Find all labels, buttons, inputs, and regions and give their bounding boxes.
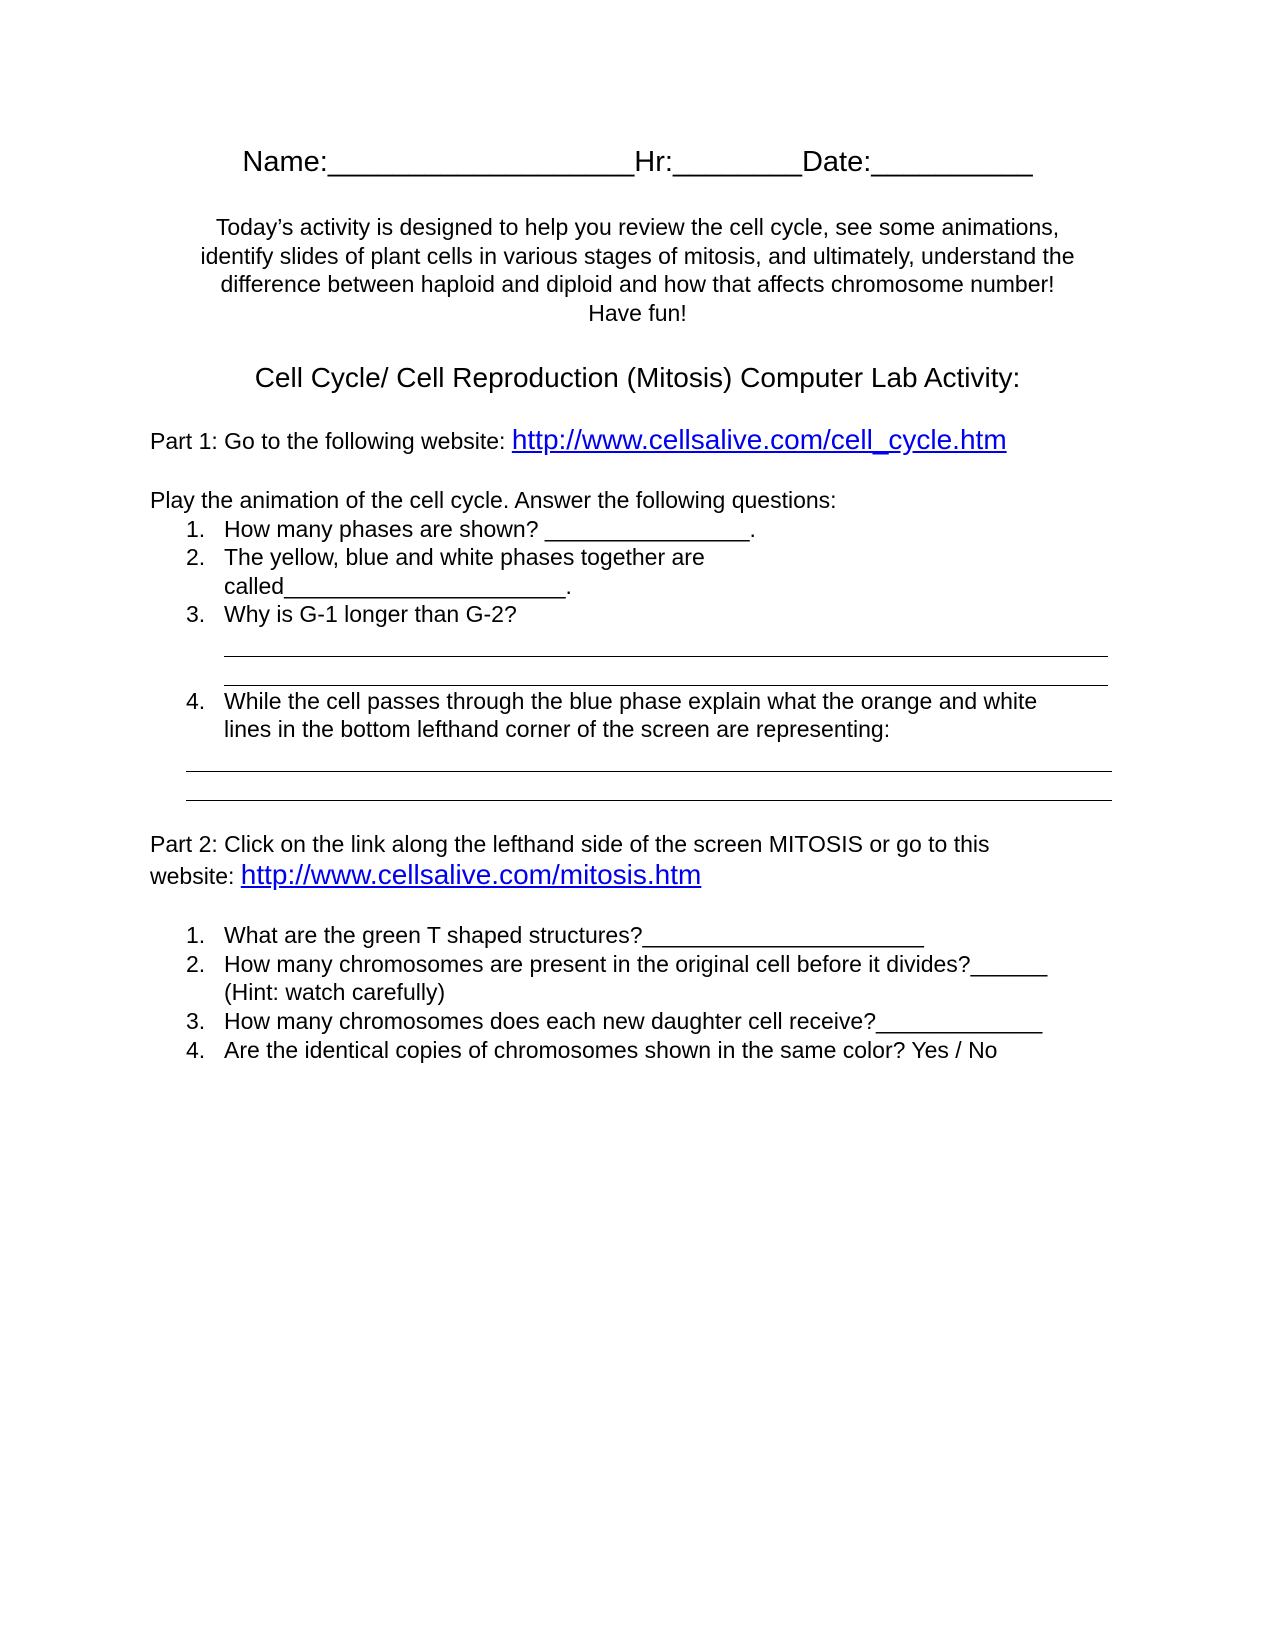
part1-question-3: Why is G-1 longer than G-2? xyxy=(224,601,517,627)
date-field-label: Date:__________ xyxy=(801,146,1033,178)
intro-line: Today’s activity is designed to help you review the cell cycle, see some animations, xyxy=(215,214,1060,240)
part2-lead-text: website: xyxy=(150,863,241,889)
answer-line xyxy=(224,656,1108,657)
student-info-header xyxy=(0,146,1275,179)
part2-question-3: How many chromosomes does each new daughter cell receive?_____________ xyxy=(224,1008,1043,1034)
intro-paragraph xyxy=(0,213,1275,327)
part2-question-4: Are the identical copies of chromosomes shown in the same color? Yes / No xyxy=(224,1037,998,1063)
part1-question-1: How many phases are shown? ________________. xyxy=(224,516,756,542)
part1-instructions: Play the animation of the cell cycle. Answer the following questions: xyxy=(150,487,837,513)
part2-lead-line2 xyxy=(150,859,701,891)
question-number: 1. xyxy=(186,516,206,542)
part2-question-2-hint: (Hint: watch carefully) xyxy=(224,979,446,1005)
part1-question-2-cont: called______________________. xyxy=(224,573,572,599)
cell-cycle-link[interactable]: http://www.cellsalive.com/cell_cycle.htm xyxy=(511,424,1007,455)
answer-line xyxy=(186,771,1112,772)
mitosis-link[interactable]: http://www.cellsalive.com/mitosis.htm xyxy=(240,859,702,890)
page-title: Cell Cycle/ Cell Reproduction (Mitosis) Computer Lab Activity: xyxy=(254,362,1021,393)
part2-lead: Part 2: Click on the link along the lefthand side of the screen MITOSIS or go to this xyxy=(150,831,990,857)
part2-question-1: What are the green T shaped structures?______________________ xyxy=(224,922,924,948)
part1-question-4: While the cell passes through the blue phase explain what the orange and white xyxy=(224,688,1038,714)
question-number: 2. xyxy=(186,544,206,570)
answer-line xyxy=(224,685,1108,686)
intro-line: difference between haploid and diploid and how that affects chromosome number! xyxy=(220,271,1055,297)
name-field-label: Name:___________________ xyxy=(242,146,635,178)
question-number: 3. xyxy=(186,601,206,627)
hour-field-label: Hr:________ xyxy=(634,146,802,178)
intro-line: identify slides of plant cells in various stages of mitosis, and ultimately, understand the xyxy=(200,242,1075,269)
question-number: 3. xyxy=(186,1008,206,1034)
answer-line xyxy=(186,800,1112,801)
intro-line: Have fun! xyxy=(588,299,687,326)
question-number: 1. xyxy=(186,922,206,948)
part1-question-4-cont: lines in the bottom lefthand corner of the screen are representing: xyxy=(224,716,891,742)
part2-question-2: How many chromosomes are present in the original cell before it divides?______ xyxy=(224,951,1048,977)
part1-question-2: The yellow, blue and white phases together are xyxy=(224,544,705,570)
question-number: 4. xyxy=(186,1037,206,1063)
part1-lead-text: Part 1: Go to the following website: xyxy=(150,428,512,454)
part1-lead xyxy=(150,424,1007,456)
question-number: 2. xyxy=(186,951,206,977)
question-number: 4. xyxy=(186,688,206,714)
